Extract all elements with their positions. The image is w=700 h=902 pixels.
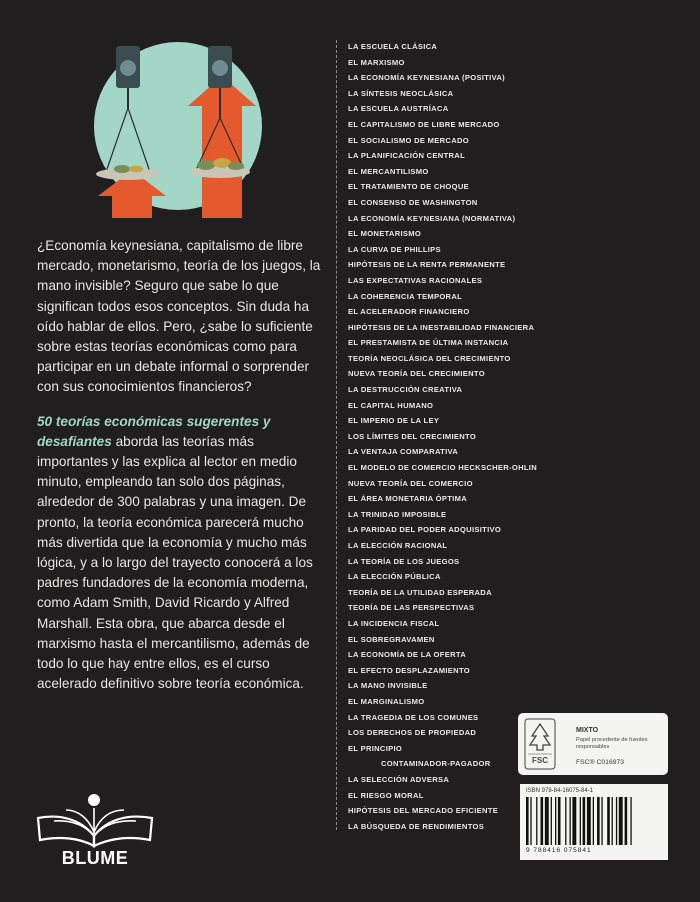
toc-item: EL PRESTAMISTA DE ÚLTIMA INSTANCIA <box>348 338 509 348</box>
toc-item: EL SOCIALISMO DE MERCADO <box>348 135 469 145</box>
fsc-code: FSC® C016973 <box>576 759 625 766</box>
toc-item: NUEVA TEORÍA DEL COMERCIO <box>348 478 473 488</box>
toc-item: HIPÓTESIS DE LA INESTABILIDAD FINANCIERA <box>348 322 535 332</box>
toc-item: LA DESTRUCCIÓN CREATIVA <box>348 385 463 395</box>
toc-item: EL ACELERADOR FINANCIERO <box>348 307 470 317</box>
isbn-label: ISBN 978-84-16075-84-1 <box>526 788 594 794</box>
toc-item: LA SELECCIÓN ADVERSA <box>348 774 450 784</box>
barcode-bar <box>551 797 552 845</box>
toc-item: EL TRATAMIENTO DE CHOQUE <box>348 182 469 192</box>
table-of-contents <box>348 39 537 834</box>
barcode-bar <box>536 797 537 845</box>
toc-item: LA ESCUELA AUSTRÍACA <box>348 104 449 114</box>
publisher-name: BLUME <box>61 848 129 868</box>
barcode-bar <box>625 797 628 845</box>
toc-item: LA PARIDAD DEL PODER ADQUISITIVO <box>348 525 502 535</box>
fsc-mixto-label: MIXTO <box>576 727 599 734</box>
isbn-barcode <box>520 784 668 860</box>
barcode-bar <box>526 797 529 845</box>
fsc-description: Papel procedente de fuentes responsables <box>576 737 648 750</box>
blurb-paragraph-1: ¿Economía keynesiana, capitalismo de libre mercado, monetarismo, teoría de los juegos, la mano invisible? Seguro que sabe lo que significan todos esos conceptos. Sin duda ha oído hablar de ellos. Pero, ¿sabe lo suficiente sobre estas teorías económicas como para participar en un debate informal o sorprender con sus conocimientos financieros? <box>37 238 321 395</box>
toc-item: EL MARXISMO <box>348 57 405 67</box>
toc-item: EL EFECTO DESPLAZAMIENTO <box>348 665 470 675</box>
barcode-bar <box>565 797 566 845</box>
toc-item: LA ECONOMÍA KEYNESIANA (NORMATIVA) <box>348 213 516 223</box>
barcode-bars-icon <box>526 797 662 845</box>
toc-item: LA TRINIDAD IMPOSIBLE <box>348 509 447 519</box>
fsc-certification-label <box>518 713 668 775</box>
barcode-bar <box>587 797 591 845</box>
balance-scale-with-arrows-icon <box>92 38 272 220</box>
barcode-bar <box>612 797 613 845</box>
back-cover-blurb <box>37 236 325 708</box>
toc-item: LA COHERENCIA TEMPORAL <box>348 291 463 301</box>
toc-item: HIPÓTESIS DE LA RENTA PERMANENTE <box>348 260 506 270</box>
toc-item: EL CAPITALISMO DE LIBRE MERCADO <box>348 119 500 129</box>
toc-item: EL CAPITAL HUMANO <box>348 400 434 410</box>
barcode-bar <box>583 797 586 845</box>
toc-item: EL MONETARISMO <box>348 229 422 239</box>
toc-item: LOS LÍMITES DEL CRECIMIENTO <box>348 431 477 441</box>
toc-item: EL PRINCIPIO <box>348 743 403 753</box>
fsc-tree-icon <box>524 718 556 770</box>
toc-item: CONTAMINADOR-PAGADOR <box>381 759 491 769</box>
fsc-logo-text: FSC <box>532 756 548 765</box>
toc-item: TEORÍA DE LAS PERSPECTIVAS <box>348 603 475 613</box>
barcode-bar <box>570 797 571 845</box>
barcode-bar <box>593 797 594 845</box>
toc-item: EL MARGINALISMO <box>348 696 425 706</box>
barcode-bar <box>601 797 602 845</box>
barcode-bar <box>572 797 576 845</box>
barcode-bar <box>558 797 561 845</box>
toc-item: LA TRAGEDIA DE LOS COMUNES <box>348 712 479 722</box>
toc-item: LA ECONOMÍA KEYNESIANA (POSITIVA) <box>348 73 505 83</box>
barcode-bar <box>530 797 531 845</box>
toc-item: LA SÍNTESIS NEOCLÁSICA <box>348 88 454 98</box>
barcode-bar <box>541 797 544 845</box>
toc-item: LA CURVA DE PHILLIPS <box>348 244 441 254</box>
toc-item: LA VENTAJA COMPARATIVA <box>348 447 459 457</box>
toc-item: TEORÍA DE LA UTILIDAD ESPERADA <box>348 587 492 597</box>
toc-item: LA INCIDENCIA FISCAL <box>348 618 440 628</box>
toc-item: LA MANO INVISIBLE <box>348 681 428 691</box>
toc-item: EL SOBREGRAVAMEN <box>348 634 435 644</box>
toc-item: NUEVA TEORÍA DEL CRECIMIENTO <box>348 369 485 379</box>
toc-item: EL ÁREA MONETARIA ÓPTIMA <box>348 494 467 504</box>
column-divider <box>336 40 338 830</box>
toc-item: EL MERCANTILISMO <box>348 166 429 176</box>
blurb-paragraph-2-text: aborda las teorías más importantes y las explica al lector en medio minuto, empleando tan solo dos páginas, alrededor de 300 palabras y una imagen. De pronto, la teoría económica parecerá mucho más divertida que la economía y mucho más lógica, y a lo largo del trayecto conocerá a los padres fundadores de la economía moderna, como Adam Smith, David Ricardo y Alfred Marshall. Esta obra, que abarca desde el marxismo hasta el mercantilismo, además de todo lo que hay entre ellos, es el curso acelerado definitivo sobre teoría económica. <box>37 433 313 692</box>
barcode-bar <box>619 797 623 845</box>
barcode-bar <box>545 797 549 845</box>
toc-item: LAS EXPECTATIVAS RACIONALES <box>348 275 483 285</box>
blurb-paragraph-2 <box>37 412 325 695</box>
isbn-digits: 9 788416 075841 <box>526 847 592 854</box>
toc-item: LA PLANIFICACIÓN CENTRAL <box>348 151 466 161</box>
toc-item: LA ECONOMÍA DE LA OFERTA <box>348 650 467 660</box>
toc-item: LA ELECCIÓN PÚBLICA <box>348 572 441 582</box>
barcode-bar <box>555 797 556 845</box>
barcode-bar <box>580 797 581 845</box>
barcode-bar <box>630 797 631 845</box>
toc-item: HIPÓTESIS DEL MERCADO EFICIENTE <box>348 806 499 816</box>
toc-item: LA BÚSQUEDA DE RENDIMIENTOS <box>348 821 485 831</box>
barcode-bar <box>616 797 617 845</box>
book-title: 50 teorías económicas sugerentes y desafiantes <box>37 413 271 449</box>
barcode-bar <box>597 797 600 845</box>
toc-item: TEORÍA NEOCLÁSICA DEL CRECIMIENTO <box>348 353 511 363</box>
toc-item: EL CONSENSO DE WASHINGTON <box>348 197 478 207</box>
toc-item: EL RIESGO MORAL <box>348 790 424 800</box>
toc-item: EL IMPERIO DE LA LEY <box>348 416 440 426</box>
barcode-bar <box>607 797 610 845</box>
toc-item: LA ELECCIÓN RACIONAL <box>348 541 448 550</box>
toc-item: LOS DERECHOS DE PROPIEDAD <box>348 728 477 738</box>
toc-item: LA ESCUELA CLÁSICA <box>348 42 438 51</box>
toc-item: EL MODELO DE COMERCIO HECKSCHER-OHLIN <box>348 463 537 473</box>
toc-item: LA TEORÍA DE LOS JUEGOS <box>348 556 460 566</box>
